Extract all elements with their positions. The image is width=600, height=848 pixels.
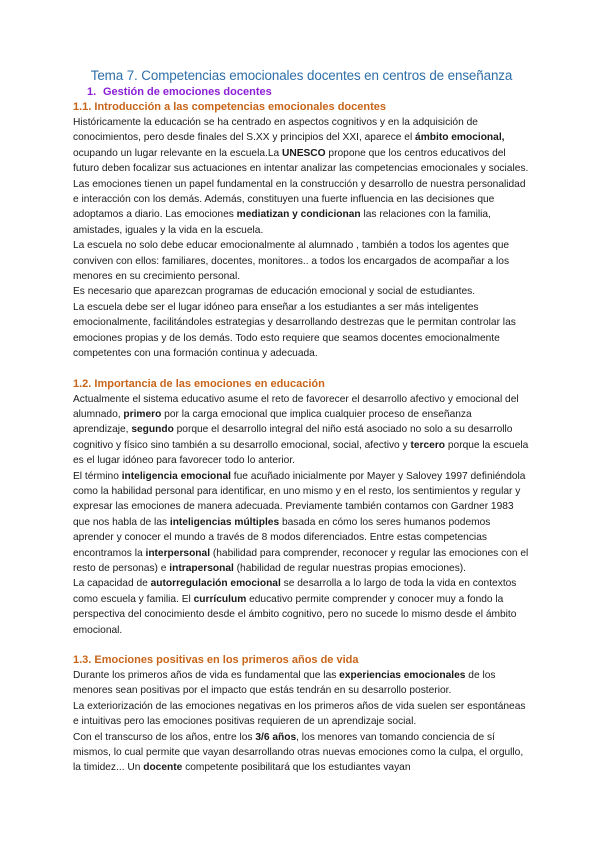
- paragraph-1-3-b: La exteriorización de las emociones negativas en los primeros años de vida suelen ser espontáneas e intuitivas pero las emociones positivas requieren de un aprendizaje social.: [73, 700, 526, 728]
- paragraph-1-1-a: Históricamente la educación se ha centrado en aspectos cognitivos y en la adquisición de conocimientos, pero desde finales del S.XX y principios del XXI, aparece el ámbito emocional, ocupando un lugar relevante en la escuela.La UNESCO propone que los centros educativos del futuro deben focalizar sus actuaciones en intentar analizar las competencias emocionales y sociales.: [73, 117, 529, 175]
- bold-inteligencias-multiples: inteligencias múltiples: [169, 516, 280, 528]
- paragraph-1-3-a: Durante los primeros años de vida es fundamental que las experiencias emocionales de los menores sean positivas por el impacto que estás tendrán en su desarrollo posterior.: [73, 670, 496, 697]
- subtitle-text: Gestión de emociones docentes: [103, 86, 272, 98]
- document-content: [73, 68, 530, 776]
- subtitle-number: 1.: [87, 86, 97, 98]
- paragraph-1-2-c: La capacidad de autorregulación emocional se desarrolla a lo largo de toda la vida en contextos como escuela y familia. El currículum educativo permite comprender y conocer muy a fondo la perspectiva del conocimiento desde el ámbito cognitivo, pero no sucede lo mismo desde el ámbito emocional.: [73, 578, 517, 636]
- document-title: Tema 7. Competencias emocionales docentes en centros de enseñanza: [90, 68, 513, 83]
- paragraph-1-1-e: La escuela debe ser el lugar idóneo para enseñar a los estudiantes a ser más inteligentes emocionalmente, facilitándoles estrategias y desarrollando destrezas que le permitan controlar las emociones propias y de los demás. Todo esto requiere que seamos docentes emocionalmente competentes con una formación continua y adecuada.: [73, 301, 516, 360]
- bold-3-6-anos: 3/6 años: [255, 731, 297, 743]
- paragraph-1-1-c: La escuela no solo debe educar emocionalmente al alumnado , también a todos los agentes que conviven con ellos: familiares, docentes, monitores.. a todos los encargados de acompañar a los menores en su crecimiento personal.: [73, 240, 510, 283]
- bold-mediatizan: mediatizan y condicionan: [236, 209, 361, 221]
- bold-unesco: UNESCO: [282, 147, 326, 159]
- bold-primero: primero: [123, 408, 162, 420]
- bold-ambito-emocional: ámbito emocional,: [415, 132, 505, 144]
- bold-interpersonal: interpersonal: [145, 547, 211, 559]
- paragraph-1-3-c: Con el transcurso de los años, entre los 3/6 años, los menores van tomando conciencia de sí mismos, lo cual permite que vayan desarrollando otras nuevas emociones como la culpa, el orgullo, la timidez... Un docente competente posibilitará que los estudiantes vayan: [73, 731, 524, 774]
- heading-1-1: 1.1. Introducción a las competencias emocionales docentes: [73, 101, 386, 113]
- paragraph-1-2-b: El término inteligencia emocional fue acuñado inicialmente por Mayer y Salovey 1997 definiéndola como la habilidad personal para identificar, en uno mismo y en el resto, los sentimientos y regular y expresar las emociones de manera adecuada. Previamente también contamos con Gardner 1983 que nos habla de las inteligencias múltiples basada en cómo los seres humanos podemos aprender y conocer el mundo a través de 8 modos diferenciados. Entre estas competencias encontramos la interpersonal (habilidad para comprender, reconocer y regular las emociones con el resto de personas) e intrapersonal (habilidad de regular nuestras propias emociones).: [73, 470, 529, 574]
- bold-segundo: segundo: [131, 424, 174, 436]
- paragraph-1-1-b: Las emociones tienen un papel fundamental en la construcción y desarrollo de nuestra personalidad e interacción con los demás. Además, constituyen una fuerte influencia en las decisiones que adoptamos a diario. Las emociones mediatizan y condicionan las relaciones con la familia, amistades, iguales y la vida en la escuela.: [73, 178, 526, 236]
- heading-1-3: 1.3. Emociones positivas en los primeros años de vida: [73, 654, 359, 666]
- bold-experiencias-emocionales: experiencias emocionales: [339, 670, 466, 681]
- bold-docente: docente: [143, 762, 183, 774]
- bold-autorregulacion: autorregulación emocional: [150, 578, 281, 590]
- paragraph-1-2-a: Actualmente el sistema educativo asume el reto de favorecer el desarrollo afectivo y emocional del alumnado, primero por la carga emocional que implica cualquier proceso de enseñanza aprendizaje, segundo porque el desarrollo integral del niño está asociado no solo a su desarrollo cognitivo y físico sino también a su desarrollo emocional, social, afectivo y tercero porque la escuela es el lugar idóneo para favorecer todo lo anterior.: [73, 393, 529, 467]
- section-subtitle: [87, 86, 530, 98]
- bold-inteligencia-emocional: inteligencia emocional: [121, 470, 231, 482]
- bold-tercero: tercero: [410, 439, 446, 451]
- heading-1-2: 1.2. Importancia de las emociones en educación: [73, 377, 325, 390]
- bold-intrapersonal: intrapersonal: [169, 562, 234, 574]
- bold-curriculum: currículum: [193, 593, 247, 605]
- paragraph-1-1-d: Es necesario que aparezcan programas de educación emocional y social de estudiantes.: [73, 286, 476, 298]
